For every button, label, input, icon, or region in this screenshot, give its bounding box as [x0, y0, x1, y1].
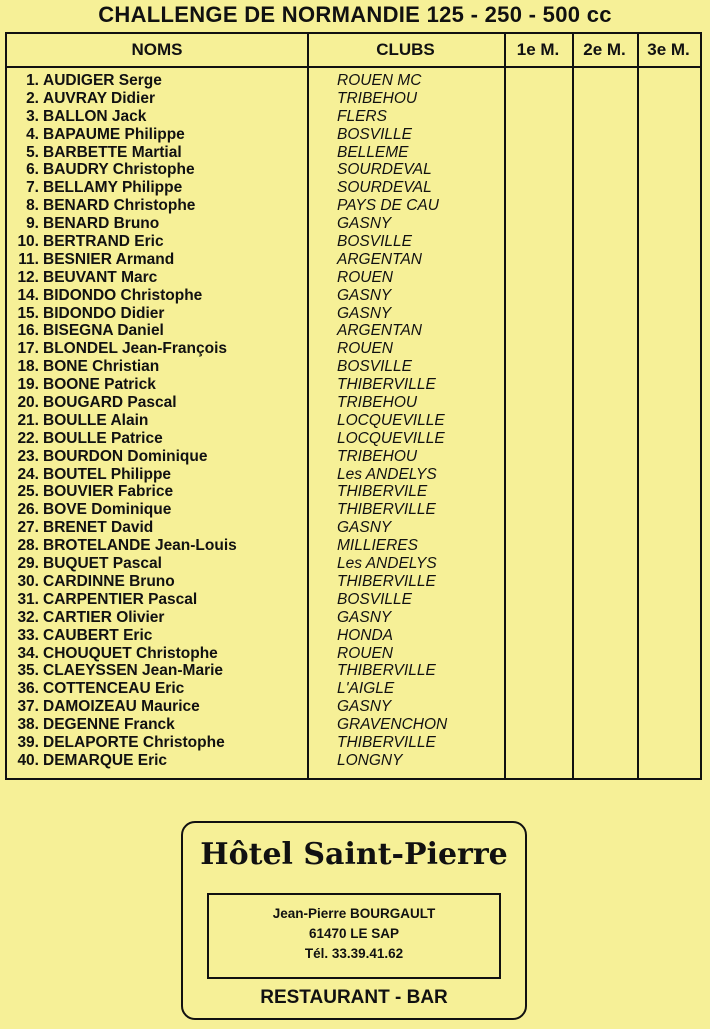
rider-row: [7, 305, 307, 323]
rider-number: 36.: [17, 680, 39, 698]
rider-name: DEMARQUE Eric: [43, 751, 168, 769]
rider-row: [7, 752, 307, 770]
rider-name: BOULLE Alain: [43, 411, 149, 429]
rider-number: 5.: [26, 143, 39, 161]
rider-row: [7, 340, 307, 358]
rider-club: TRIBEHOU: [337, 394, 418, 412]
rider-club: GASNY: [337, 519, 392, 537]
rider-name: BENARD Christophe: [43, 197, 196, 215]
rider-number: 35.: [17, 662, 39, 680]
rider-number: 1.: [26, 72, 39, 89]
rider-row: [7, 144, 307, 162]
rider-row: [7, 537, 307, 555]
rider-row: [7, 483, 307, 501]
rider-row: [7, 645, 307, 663]
results-table: [5, 32, 702, 780]
rider-name: BIDONDO Didier: [43, 304, 165, 322]
rider-name: BOUTEL Philippe: [43, 465, 172, 483]
rider-club: GASNY: [337, 608, 392, 626]
rider-name: BALLON Jack: [43, 107, 147, 125]
rider-name: BEUVANT Marc: [43, 268, 158, 286]
rider-row: [7, 466, 307, 484]
rider-club: LOCQUEVILLE: [337, 429, 445, 447]
rider-club: Les ANDELYS: [337, 465, 437, 483]
rider-club: BOSVILLE: [337, 358, 412, 376]
rider-number: 39.: [17, 733, 39, 751]
rider-row: [7, 430, 307, 448]
rider-row: [7, 555, 307, 573]
rider-name: BELLAMY Philippe: [43, 179, 183, 197]
rider-row: [7, 90, 307, 108]
rider-name: CARTIER Olivier: [43, 608, 165, 626]
rider-name: BUQUET Pascal: [43, 555, 162, 573]
rider-name: BESNIER Armand: [43, 250, 175, 268]
rider-club: ARGENTAN: [337, 250, 422, 268]
rider-row: [7, 287, 307, 305]
rider-name: BISEGNA Daniel: [43, 322, 164, 340]
rider-number: 19.: [17, 376, 39, 394]
rider-row: [7, 179, 307, 197]
rider-club: GRAVENCHON: [337, 716, 448, 734]
rider-club: BOSVILLE: [337, 590, 412, 608]
rider-number: 21.: [17, 411, 39, 429]
rider-row: [7, 716, 307, 734]
rider-row: [7, 609, 307, 627]
rider-number: 12.: [17, 268, 39, 286]
rider-row: [7, 322, 307, 340]
rider-club: LONGNY: [337, 751, 403, 769]
rider-number: 9.: [26, 215, 39, 233]
hotel-phone: Tél. 33.39.41.62: [304, 946, 404, 961]
rider-name: BERTRAND Eric: [43, 233, 164, 251]
rider-number: 10.: [17, 233, 39, 251]
rider-name: BENARD Bruno: [43, 215, 160, 233]
rider-name: BROTELANDE Jean-Louis: [43, 537, 237, 555]
rider-number: 31.: [17, 590, 39, 608]
rider-row: [7, 573, 307, 591]
header-m2: 2e M.: [583, 40, 626, 59]
rider-name: DAMOIZEAU Maurice: [43, 698, 200, 716]
rider-number: 22.: [17, 429, 39, 447]
rider-row: [7, 161, 307, 179]
rider-club: GASNY: [337, 215, 392, 233]
rider-club: SOURDEVAL: [337, 161, 432, 179]
rider-row: [7, 519, 307, 537]
rider-row: [7, 215, 307, 233]
header-clubs: CLUBS: [376, 40, 435, 59]
column-divider: [637, 34, 639, 778]
rider-club: GASNY: [337, 304, 392, 322]
rider-name: DELAPORTE Christophe: [43, 733, 225, 751]
table-header: [7, 34, 700, 68]
rider-row: [7, 197, 307, 215]
rider-name: AUDIGER Serge: [43, 72, 162, 89]
rider-club: ROUEN: [337, 340, 393, 358]
rider-club: THIBERVILLE: [337, 733, 436, 751]
rider-club: LOCQUEVILLE: [337, 411, 445, 429]
header-names: NOMS: [131, 40, 183, 59]
rider-club: ROUEN: [337, 268, 393, 286]
rider-club: THIBERVILLE: [337, 376, 436, 394]
rider-name: COTTENCEAU Eric: [43, 680, 185, 698]
header-m1: 1e M.: [516, 40, 560, 59]
rider-row: [7, 251, 307, 269]
rider-number: 6.: [26, 161, 39, 179]
rider-club: THIBERVILLE: [337, 572, 436, 590]
rider-row: [7, 394, 307, 412]
rider-row: [7, 698, 307, 716]
rider-club: BELLEME: [337, 143, 409, 161]
rider-name: BOONE Patrick: [43, 376, 156, 394]
rider-number: 8.: [26, 197, 39, 215]
rider-name: BOUGARD Pascal: [43, 394, 177, 412]
rider-club: HONDA: [337, 626, 393, 644]
rider-club: TRIBEHOU: [337, 447, 418, 465]
rider-number: 18.: [17, 358, 39, 376]
rider-row: [7, 734, 307, 752]
rider-number: 17.: [17, 340, 39, 358]
page-title: CHALLENGE DE NORMANDIE 125 - 250 - 500 cc: [98, 2, 612, 27]
rider-number: 20.: [17, 394, 39, 412]
clubs-column: [337, 72, 507, 770]
rider-name: CLAEYSSEN Jean-Marie: [43, 662, 224, 680]
rider-name: BOUVIER Fabrice: [43, 483, 174, 501]
rider-name: BLONDEL Jean-François: [43, 340, 228, 358]
rider-number: 32.: [17, 608, 39, 626]
rider-club: ROUEN: [337, 644, 393, 662]
rider-club: PAYS DE CAU: [337, 197, 439, 215]
rider-club: THIBERVILLE: [337, 662, 436, 680]
rider-number: 26.: [17, 501, 39, 519]
rider-club: SOURDEVAL: [337, 179, 432, 197]
rider-number: 4.: [26, 125, 39, 143]
rider-name: CARDINNE Bruno: [43, 572, 175, 590]
rider-row: [7, 233, 307, 251]
rider-club: ROUEN MC: [337, 72, 422, 89]
rider-name: BARBETTE Martial: [43, 143, 182, 161]
hotel-address: 61470 LE SAP: [308, 926, 400, 941]
column-divider: [572, 34, 574, 778]
rider-name: BAPAUME Philippe: [43, 125, 185, 143]
rider-name: CHOUQUET Christophe: [43, 644, 218, 662]
hotel-name: Hôtel Saint-Pierre: [200, 837, 508, 872]
hotel-advertisement: [181, 821, 527, 1020]
rider-name: BOURDON Dominique: [43, 447, 208, 465]
rider-club: MILLIERES: [337, 537, 418, 555]
rider-name: BRENET David: [43, 519, 154, 537]
rider-number: 40.: [17, 751, 39, 769]
rider-number: 2.: [26, 89, 39, 107]
rider-club: BOSVILLE: [337, 233, 412, 251]
rider-number: 24.: [17, 465, 39, 483]
rider-number: 29.: [17, 555, 39, 573]
rider-number: 7.: [26, 179, 39, 197]
rider-row: [7, 376, 307, 394]
rider-name: CARPENTIER Pascal: [43, 590, 198, 608]
rider-row: [7, 627, 307, 645]
rider-row: [7, 662, 307, 680]
rider-number: 16.: [17, 322, 39, 340]
rider-club: FLERS: [337, 107, 387, 125]
rider-number: 25.: [17, 483, 39, 501]
rider-club: GASNY: [337, 698, 392, 716]
rider-number: 23.: [17, 447, 39, 465]
rider-name: BONE Christian: [43, 358, 160, 376]
rider-club: THIBERVILE: [337, 483, 428, 501]
rider-club: BOSVILLE: [337, 125, 412, 143]
rider-name: BIDONDO Christophe: [43, 286, 203, 304]
rider-number: 34.: [17, 644, 39, 662]
rider-row: [7, 412, 307, 430]
rider-club: ARGENTAN: [337, 322, 422, 340]
rider-name: CAUBERT Eric: [43, 626, 153, 644]
rider-name: BAUDRY Christophe: [43, 161, 195, 179]
rider-number: 27.: [17, 519, 39, 537]
rider-number: 33.: [17, 626, 39, 644]
rider-name: BOULLE Patrice: [43, 429, 163, 447]
rider-row: [7, 358, 307, 376]
rider-number: 14.: [17, 286, 39, 304]
rider-row: [7, 126, 307, 144]
rider-name: AUVRAY Didier: [43, 89, 155, 107]
owner-name: Jean-Pierre BOURGAULT: [272, 906, 436, 921]
rider-club: GASNY: [337, 286, 392, 304]
rider-number: 11.: [18, 250, 39, 268]
contact-box: [207, 893, 501, 979]
rider-row: [7, 680, 307, 698]
rider-number: 30.: [17, 572, 39, 590]
rider-club: THIBERVILLE: [337, 501, 436, 519]
rider-number: 3.: [26, 107, 39, 125]
header-m3: 3e M.: [647, 40, 690, 59]
rider-name: DEGENNE Franck: [43, 716, 175, 734]
rider-club: TRIBEHOU: [337, 89, 418, 107]
rider-row: [7, 591, 307, 609]
rider-number: 37.: [17, 698, 39, 716]
rider-name: BOVE Dominique: [43, 501, 172, 519]
rider-number: 28.: [17, 537, 39, 555]
rider-row: [7, 448, 307, 466]
rider-row: [7, 269, 307, 287]
rider-number: 15.: [17, 304, 39, 322]
rider-row: [7, 108, 307, 126]
rider-club: Les ANDELYS: [337, 555, 437, 573]
rider-row: [7, 501, 307, 519]
restaurant-bar-label: RESTAURANT - BAR: [260, 987, 448, 1008]
rider-number: 38.: [17, 716, 39, 734]
rider-row: [7, 72, 307, 90]
names-column: [7, 72, 307, 770]
rider-club: L'AIGLE: [337, 680, 395, 698]
column-divider: [307, 34, 309, 778]
